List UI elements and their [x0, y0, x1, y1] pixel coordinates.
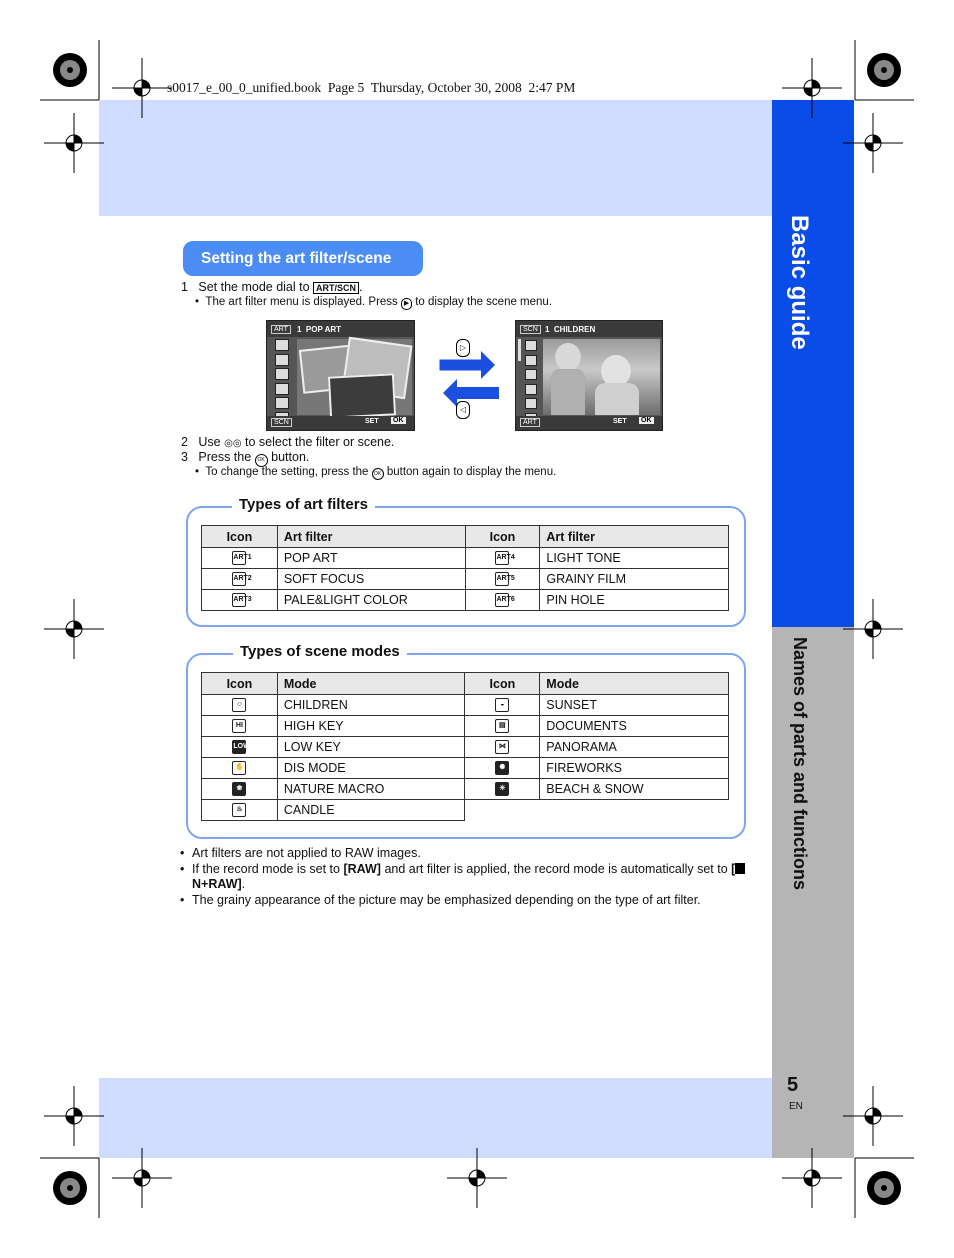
art-3-icon: ART3	[232, 593, 246, 607]
step-1-note-text: The art filter menu is displayed. Press	[205, 296, 398, 308]
notes-list	[180, 846, 750, 908]
art-footer-left: SCN	[271, 418, 292, 427]
book-info-line: s0017_e_00_0_unified.book Page 5 Thursday, October 30, 2008 2:47 PM	[167, 80, 576, 95]
scene-mode-name: FIREWORKS	[540, 758, 729, 779]
art-filter-name: LIGHT TONE	[540, 548, 729, 569]
ok-button-icon: OK	[255, 454, 268, 467]
art-filter-name: PALE&LIGHT COLOR	[277, 590, 465, 611]
art-footer-right: SET	[365, 418, 379, 425]
right-arrow-button-icon: ▶	[401, 298, 412, 310]
note-1: Art filters are not applied to RAW images.	[192, 846, 421, 860]
art-filters-table	[201, 525, 729, 611]
note-3: The grainy appearance of the picture may be emphasized depending on the type of art filter.	[192, 892, 701, 907]
table-row	[202, 569, 729, 590]
col-header-icon: Icon	[202, 526, 278, 548]
art-filter-name: POP ART	[277, 548, 465, 569]
scn-menu-title: 1 CHILDREN	[545, 325, 596, 334]
art-filters-title: Types of art filters	[232, 496, 375, 513]
empty-cell	[465, 800, 540, 821]
note-2a: If the record mode is set to	[192, 861, 344, 876]
scene-menu-screen	[515, 320, 663, 431]
col-header-icon-2: Icon	[465, 673, 540, 695]
step-2-text-a: Use	[198, 435, 221, 449]
step-3-text-b: button.	[271, 450, 310, 464]
children-icon: ☺	[232, 698, 246, 712]
documents-icon: ▤	[495, 719, 509, 733]
candle-icon: ♨	[232, 803, 246, 817]
table-row	[202, 695, 729, 716]
right-button-icon: ▷	[456, 339, 470, 357]
art-2-icon: ART2	[232, 572, 246, 586]
table-row	[202, 737, 729, 758]
scene-modes-title: Types of scene modes	[233, 643, 407, 660]
scene-mode-name: DIS MODE	[277, 758, 465, 779]
col-header-art-filter-2: Art filter	[540, 526, 729, 548]
scn-ok-icon: OK	[641, 417, 652, 424]
page-lang: EN	[789, 1101, 803, 1112]
scene-table-header	[202, 673, 729, 695]
scene-mode-name: BEACH & SNOW	[540, 779, 729, 800]
ok-button-icon-small: OK	[372, 468, 384, 480]
table-row	[202, 716, 729, 737]
step-3-number: 3	[181, 450, 188, 464]
art-tag: ART	[271, 325, 291, 334]
step-3-note-b: button again to display the menu.	[386, 466, 557, 478]
art-filter-name: GRAINY FILM	[540, 569, 729, 590]
art-filter-name: PIN HOLE	[540, 590, 729, 611]
list-item: • The grainy appearance of the picture may be emphasized depending on the type of art filter.	[180, 892, 701, 907]
up-down-buttons-icon: ◎◎	[224, 438, 242, 449]
page-number: 5	[787, 1074, 799, 1096]
table-row	[202, 590, 729, 611]
step-3-text-a: Press the	[198, 450, 252, 464]
side-tab-label-basic-guide: Basic guide	[786, 215, 813, 350]
scn-tag: SCN	[520, 325, 541, 334]
art-filter-menu-screen	[266, 320, 415, 431]
art-photo-collage	[297, 339, 412, 415]
scene-mode-name: PANORAMA	[540, 737, 729, 758]
art-ok-icon: OK	[393, 417, 404, 424]
col-header-mode-2: Mode	[540, 673, 729, 695]
left-button-icon: ◁	[456, 401, 470, 419]
mode-dial-icon: ART/SCN	[313, 282, 359, 294]
left-arrow	[443, 379, 499, 407]
step-3	[181, 450, 309, 467]
switch-arrows	[435, 335, 505, 425]
art-table-header	[202, 526, 729, 548]
list-item: • If the record mode is set to [RAW] and art filter is applied, the record mode is automatically set to [N+RAW].	[180, 862, 750, 893]
step-3-note-a: To change the setting, press the	[205, 466, 369, 478]
beach-snow-icon: ☀	[495, 782, 509, 796]
nature-macro-icon: ❀	[232, 782, 246, 796]
empty-cell	[540, 800, 729, 821]
scene-mode-name: SUNSET	[540, 695, 729, 716]
list-item: • Art filters are not applied to RAW images.	[180, 846, 421, 860]
art-1-icon: ART1	[232, 551, 246, 565]
scene-mode-name: HIGH KEY	[277, 716, 465, 737]
scn-footer-left: ART	[520, 418, 540, 427]
step-2	[181, 435, 394, 449]
art-menu-title: 1 POP ART	[297, 325, 342, 334]
step-1-text: Set the mode dial to	[198, 280, 310, 294]
table-row	[202, 800, 729, 821]
scn-footer-right: SET	[613, 418, 627, 425]
step-1-note: • The art filter menu is displayed. Press ▶ to display the scene menu.	[195, 296, 553, 308]
note-2-mode: N+RAW]	[192, 877, 242, 891]
col-header-icon: Icon	[202, 673, 278, 695]
step-2-text-b: to select the filter or scene.	[245, 435, 395, 449]
col-header-icon-2: Icon	[465, 526, 540, 548]
step-1-number: 1	[181, 280, 188, 294]
dis-mode-icon: ✋	[232, 761, 246, 775]
large-normal-icon	[735, 863, 745, 874]
art-filter-name: SOFT FOCUS	[277, 569, 465, 590]
step-1: 1 Set the mode dial to ART/SCN .	[181, 280, 363, 294]
art-5-icon: ART5	[495, 572, 509, 586]
col-header-art-filter: Art filter	[277, 526, 465, 548]
high-key-icon: HI	[232, 719, 246, 733]
scene-mode-name: LOW KEY	[277, 737, 465, 758]
fireworks-icon: ✺	[495, 761, 509, 775]
note-2-mode-open: [	[731, 861, 736, 876]
step-2-number: 2	[181, 435, 188, 449]
table-row	[202, 548, 729, 569]
table-row	[202, 758, 729, 779]
section-title: Setting the art filter/scene	[183, 241, 423, 276]
note-2b: and art filter is applied, the record mode is automatically set to	[380, 861, 732, 876]
low-key-icon: LOW	[232, 740, 246, 754]
step-1-note-end: to display the scene menu.	[415, 296, 553, 308]
step-3-note: • To change the setting, press the OK button again to display the menu.	[195, 466, 557, 478]
scn-scroll-bar	[518, 339, 521, 361]
scene-modes-table	[201, 672, 729, 821]
art-6-icon: ART6	[495, 593, 509, 607]
note-2c: .	[241, 877, 246, 891]
scene-mode-name: DOCUMENTS	[540, 716, 729, 737]
children-photo	[543, 339, 660, 415]
art-4-icon: ART4	[495, 551, 509, 565]
scene-mode-name: NATURE MACRO	[277, 779, 465, 800]
sunset-icon: ◒	[495, 698, 509, 712]
scn-icon-column	[525, 340, 537, 414]
art-icon-column	[275, 339, 289, 415]
scene-mode-name: CHILDREN	[277, 695, 465, 716]
col-header-mode: Mode	[277, 673, 465, 695]
panorama-icon: ⋈	[495, 740, 509, 754]
scene-mode-name: CANDLE	[277, 800, 465, 821]
table-row	[202, 779, 729, 800]
note-2-raw: [RAW]	[343, 861, 381, 876]
side-tab-label-names-parts: Names of parts and functions	[790, 637, 810, 891]
